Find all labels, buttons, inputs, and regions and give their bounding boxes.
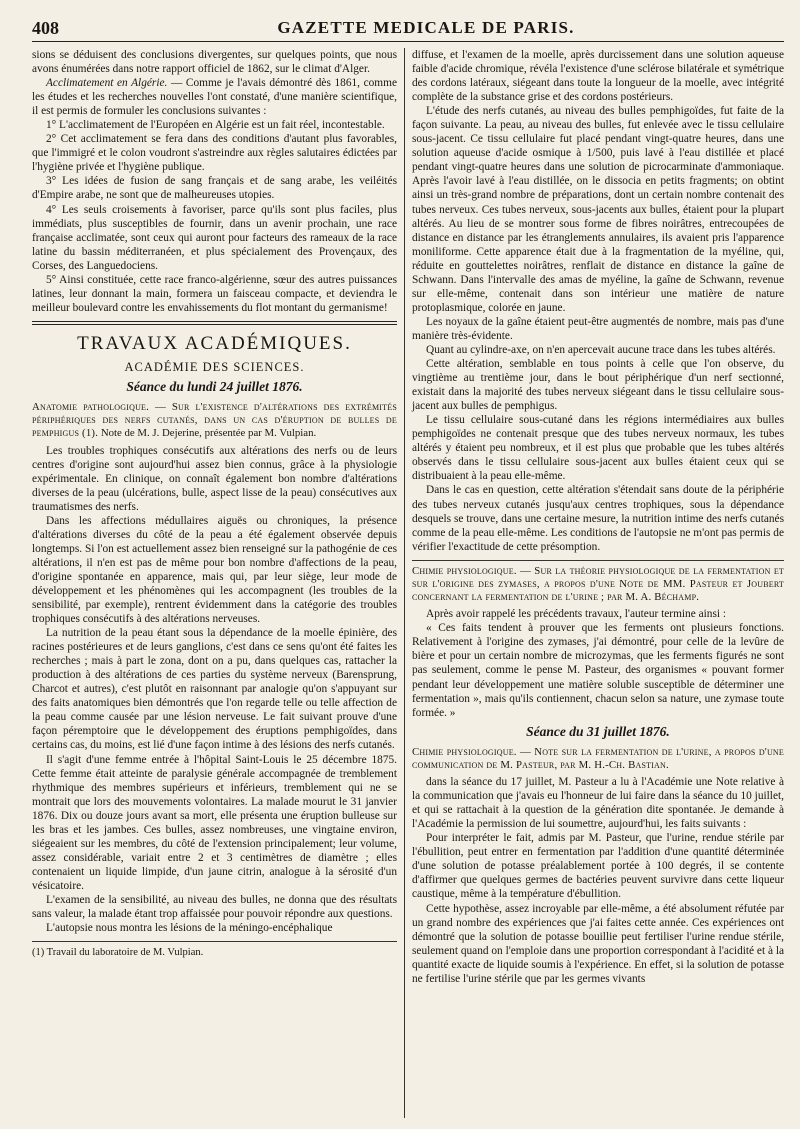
paragraph: Il s'agit d'une femme entrée à l'hôpital Saint-Louis le 25 décembre 1875. Cette femme était atteinte de paralysie générale accompagnée de tremblement rhythmique des membres supérieurs et inférieurs, tremblement qui ne se montrait que lors des mouvements volontaires. La malade mourut le 31 janvier 1876. Dix ou douze jours avant sa mort, elle présenta une éruption bulleuse sur les bras et les jambes. Ces bulles, assez nombreuses, une vingtaine environ, siégeaient sur les membres, du côté de l'extension principalement; leur volume, assez considérable, variait entre 2 et 3 centimètres de diamètre ; elles contenaient un liquide limpide, d'un jaune citrin, analogue à la sérosité d'un vésicatoire. [32, 753, 397, 892]
paragraph: L'autopsie nous montra les lésions de la méningo-encéphalique [46, 922, 333, 935]
session-heading: Séance du 31 juillet 1876. [526, 723, 670, 739]
article-rubric: Anatomie pathologique. [32, 400, 150, 413]
left-column [32, 48, 397, 959]
article-heading [412, 746, 784, 772]
quotation: « Ces faits tendent à prouver que les ferments ont plusieurs fonctions. Relativement à l'origine des zymases, j'ai démontré, pour celle de la levûre de bière et pour un certain nombre de microzymas, que les ferments figurés ne sont pas seulement, comme le pense M. Pasteur, des organismes « pouvant former pendant leur développement une matière soluble susceptible de déterminer une fermentation », mais qu'ils contiennent, chacun selon sa nature, une zymase toute formée. » [412, 622, 784, 719]
paragraph: Cette altération, semblable en tous points à celle que l'on observe, du vingtième au trentième jour, dans le bout périphérique d'un nerf sectionné, existait dans la majorité des tubes nerveux siégeant dans le tissu cellulaire sous-jacent aux bulles de pemphigus. [412, 358, 784, 413]
subheading: Acclimatement en Algérie. [46, 77, 168, 90]
conclusion-item: 2° Cet acclimatement se fera dans des conditions d'autant plus favorables, que l'immigré et le colon voudront s'astreindre aux règles salutaires édictées par l'hygiène privée et l'hygiène publique. [32, 133, 397, 174]
conclusion-item: 1° L'acclimatement de l'Européen en Algérie est un fait réel, incontestable. [46, 119, 385, 132]
conclusion-item: 5° Ainsi constituée, cette race franco-algérienne, sœur des autres puissances latines, leur donnant la main, formera un faisceau compacte, et deviendra le meilleur boulevard contre les envahissements du flot montant du germanisme! [32, 273, 397, 314]
article-heading [32, 401, 397, 441]
article-title: — Note sur la fermentation de l'urine, a propos d'une communication de M. Pasteur, par M. H.-Ch. Bastian. [412, 745, 784, 771]
paragraph: sions se déduisent des conclusions divergentes, sur quelques points, que nous avons énumérées dans notre rapport officiel de 1862, sur le climat d'Alger. [32, 49, 397, 76]
header-rule [32, 41, 784, 42]
section-divider [32, 321, 397, 325]
right-column [412, 48, 784, 986]
section-title: TRAVAUX ACADÉMIQUES. [77, 332, 352, 354]
paragraph: Les noyaux de la gaîne étaient peut-être augmentés de nombre, mais pas d'une manière très-évidente. [412, 315, 784, 342]
article-title: — Sur la théorie physiologique de la fermentation et sur l'origine des zymases, a propos d'une Note de MM. Pasteur et Joubert concernant la fermentation de l'urine ; par M. A. Béchamp. [412, 564, 784, 604]
conclusion-item: 4° Les seuls croisements à favoriser, parce qu'ils sont plus faciles, plus immédiats, plus susceptibles de fournir, dans un avenir prochain, une race française acclimatée, sont ceux qui auront pour facteurs des rameaux de la race latine du bassin méditerranéen, et plus spécialement des Provençaux, des Corses, des Languedociens. [32, 203, 397, 272]
paragraph: Dans les affections médullaires aiguës ou chroniques, la présence d'altérations diverses du côté de la peau a été également observée depuis longtemps. Si l'on est actuellement assez bien renseigné sur la pathogénie de ces altérations, il n'en est pas de même pour bon nombre d'affections de la peau, d'origine spontanée en apparence, mais qui, par leur siège, leur mode de développement et les phénomènes qui les accompagnent (les troubles de la sensibilité, par exemple), rentrent évidemment dans la catégorie des troubles trophiques consécutifs à des altérations nerveuses. [32, 514, 397, 626]
column-divider [404, 48, 405, 1118]
paragraph: Cette hypothèse, assez incroyable par elle-même, a été absolument réfutée par un grand nombre des expériences que j'ai faites cette année. Ces expériences ont démontré que la solution de potasse bouillie peut fertiliser l'urine rendue stérile, seulement quand on l'emploie dans une proportion correspondant à l'acidité et à la quantité exacte de liquide soumis à l'expérience. En effet, si la solution de potasse ne fertilise l'urine stérile que par les germes vivants [412, 902, 785, 985]
session-heading: Séance du lundi 24 juillet 1876. [126, 378, 303, 394]
paragraph: dans la séance du 17 juillet, M. Pasteur a lu à l'Académie une Note relative à la communication que j'avais eu l'honneur de lui faire dans la séance du 10 juillet, et qui se rattachait à la question de la génération dite spontanée. Je demande à l'Académie la permission de lui soumettre, aujourd'hui, les faits suivants : [412, 776, 784, 831]
paragraph: L'examen de la sensibilité, au niveau des bulles, ne donna que des résultats sans valeur, la malade étant trop affaissée pour pouvoir répondre aux questions. [32, 894, 397, 921]
footnote: (1) Travail du laboratoire de M. Vulpian. [32, 941, 397, 959]
page-number: 408 [32, 18, 59, 38]
academy-heading: ACADÉMIE DES SCIENCES. [124, 359, 305, 374]
article-title: — Sur l'existence d'altérations des extrémités périphériques des nerfs cutanés, dans un cas d'éruption de bulles de pemphigus (1). [32, 400, 397, 440]
article-rubric: Chimie physiologique. [412, 564, 517, 577]
page-header [32, 14, 780, 44]
paragraph-text: — Comme je l'avais démontré dès 1861, comme les études et les recherches nouvelles l'ont constaté, d'une manière scientifique, il est permis de formuler les conclusions suivantes : [32, 77, 397, 118]
paragraph: Pour interpréter le fait, admis par M. Pasteur, que l'urine, rendue stérile par l'ébullition, peut entrer en fermentation par l'addition d'une quantité déterminée d'une solution de potasse préalablement portée à 100 degrés, il se contente d'affirmer que quelques germes de bactéries peuvent survivre dans cette liqueur caustique, même à la température d'ébullition. [412, 832, 784, 901]
paragraph: La nutrition de la peau étant sous la dépendance de la moelle épinière, des racines postérieures et de leurs ganglions, c'est dans ce sens qu'ont été faites les recherches ; mais à part le zona, dont on a pu, dans quelques cas, rattacher la production à des altérations de ces parties du système nerveux (Barensprung, Charcot et autres), c'est plutôt en raisonnant par analogie qu'on s'appuyant sur des faits anatomiques bien démontrés que l'on regarde telle ou telle affection de la peau comme causée par une lésion nerveuse. Le fait suivant prouve d'une façon péremptoire que le développement des éruptions pemphigoïdes, dans certains cas, du moins, est lié d'une façon intime à des lésions des nerfs cutanés. [32, 627, 397, 752]
paragraph: Après avoir rappelé les précédents travaux, l'auteur termine ainsi : [426, 608, 727, 621]
paragraph: Quant au cylindre-axe, on n'en apercevait aucune trace dans les tubes altérés. [426, 343, 776, 356]
paragraph: Dans le cas en question, cette altération s'étendait sans doute de la périphérie des tubes nerveux cutanés jusqu'aux centres trophiques, sous la dépendance desquels se trouve, dans une certaine mesure, la nutrition intime des nerfs cutanés comme de la peau elle-même. Les conditions de l'autopsie ne m'ont pas permis de vérifier l'exactitude de cette présomption. [412, 484, 784, 553]
running-head: GAZETTE MEDICALE DE PARIS. [277, 18, 575, 37]
paragraph: L'étude des nerfs cutanés, au niveau des bulles pemphigoïdes, fut faite de la façon suivante. La peau, au niveau des bulles, fut enlevée avec le tissu cellulaire sous-jacent. Ce tissu cellulaire fut placé pendant vingt-quatre heures, dans une solution aqueuse d'acide osmique à 1/500, puis lavé à l'eau distillée et placé pendant vingt-quatre heures dans une solution de picrocarminate d'ammoniaque. Après l'avoir lavé à l'eau distillée, on le dissocia en petits fragments; on obtint ainsi un très-grand nombre de préparations, dont un certain nombre contenait des tubes nerveux. Ces tubes nerveux, sous-jacents aux bulles, étaient pour la plupart altérés. Au lieu de se montrer sous forme de fibres noirâtres, entrecoupées de distance en distance par les étranglements annulaires, ils avaient pris l'apparence moniliforme. Cette apparence était due à la fragmentation de la myéline, qui, réduite en gouttelettes noirâtres, renflait de distance en distance la gaîne de Schwann. Dans l'intervalle des amas de myéline, la gaîne de Schwann, revenue sur elle-même, contenait dans son intérieur une matière de nature protoplasmique, colorée en jaune. [412, 105, 784, 314]
conclusion-item: 3° Les idées de fusion de sang français et de sang arabe, les veiléités d'Empire arabe, ne sont que de malheureuses utopies. [32, 175, 397, 202]
paragraph: Les troubles trophiques consécutifs aux altérations des nerfs ou de leurs centres d'origine sont aujourd'hui assez bien connus, grâce à la physiologie expérimentale. En clinique, on connaît également bon nombre d'altérations diverses de la peau (ulcérations, bulle, aspect lisse de la peau) consécutives aux traumatismes des nerfs. [32, 444, 397, 513]
paragraph: diffuse, et l'examen de la moelle, après durcissement dans une solution aqueuse faible d'acide chromique, révéla l'existence d'une sclérose bilatérale et symétrique des cordons latéraux, siégeant dans toute la longueur de la moelle, avec intégrité complète de la substance grise et des cordons postérieurs. [412, 49, 784, 104]
article-heading [412, 565, 784, 605]
article-rubric: Chimie physiologique. [412, 745, 517, 758]
paragraph [32, 76, 397, 118]
article-author: Note de M. J. Dejerine, présentée par M. Vulpian. [98, 427, 317, 440]
article-divider [412, 560, 784, 561]
paragraph: Le tissu cellulaire sous-cutané dans les régions intermédiaires aux bulles pemphigoïdes ne contenait presque que des tubes nerveux normaux, les tubes altérés y étaient peu nombreux, et il est plus que probable que les tubes altérés observés dans le tissu cellulaire sous-jacent aux bulles étaient ceux qui se distribuaient à la peau elle-même. [412, 414, 784, 483]
